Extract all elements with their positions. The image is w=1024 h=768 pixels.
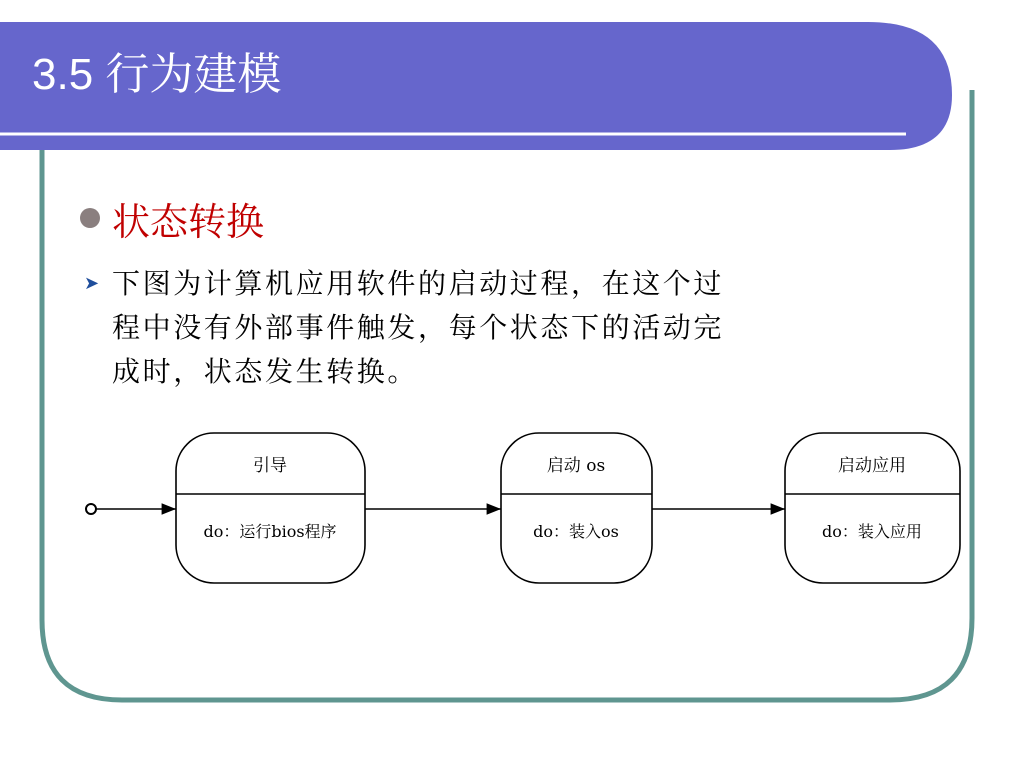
arrow-bullet-icon: ➤ [84,273,100,294]
paragraph-line: 下图为计算机应用软件的启动过程，在这个过 [112,267,725,300]
paragraph-line: 成时，状态发生转换。 [112,355,419,388]
state-name: 启动 os [546,456,606,476]
state-name: 引导 [253,456,287,476]
state-name: 启动应用 [838,456,906,476]
state-activity: do：运行bios程序 [203,522,337,541]
slide-title: 3.5 行为建模 [32,50,282,99]
state-boot [176,433,365,583]
state-start-os [501,433,652,583]
state-start-app [785,433,960,583]
initial-state-marker [86,504,96,514]
bullet-heading: 状态转换 [112,199,265,244]
state-activity: do：装入os [533,522,619,541]
state-activity: do：装入应用 [822,522,922,541]
paragraph-line: 程中没有外部事件触发，每个状态下的活动完 [112,311,725,344]
